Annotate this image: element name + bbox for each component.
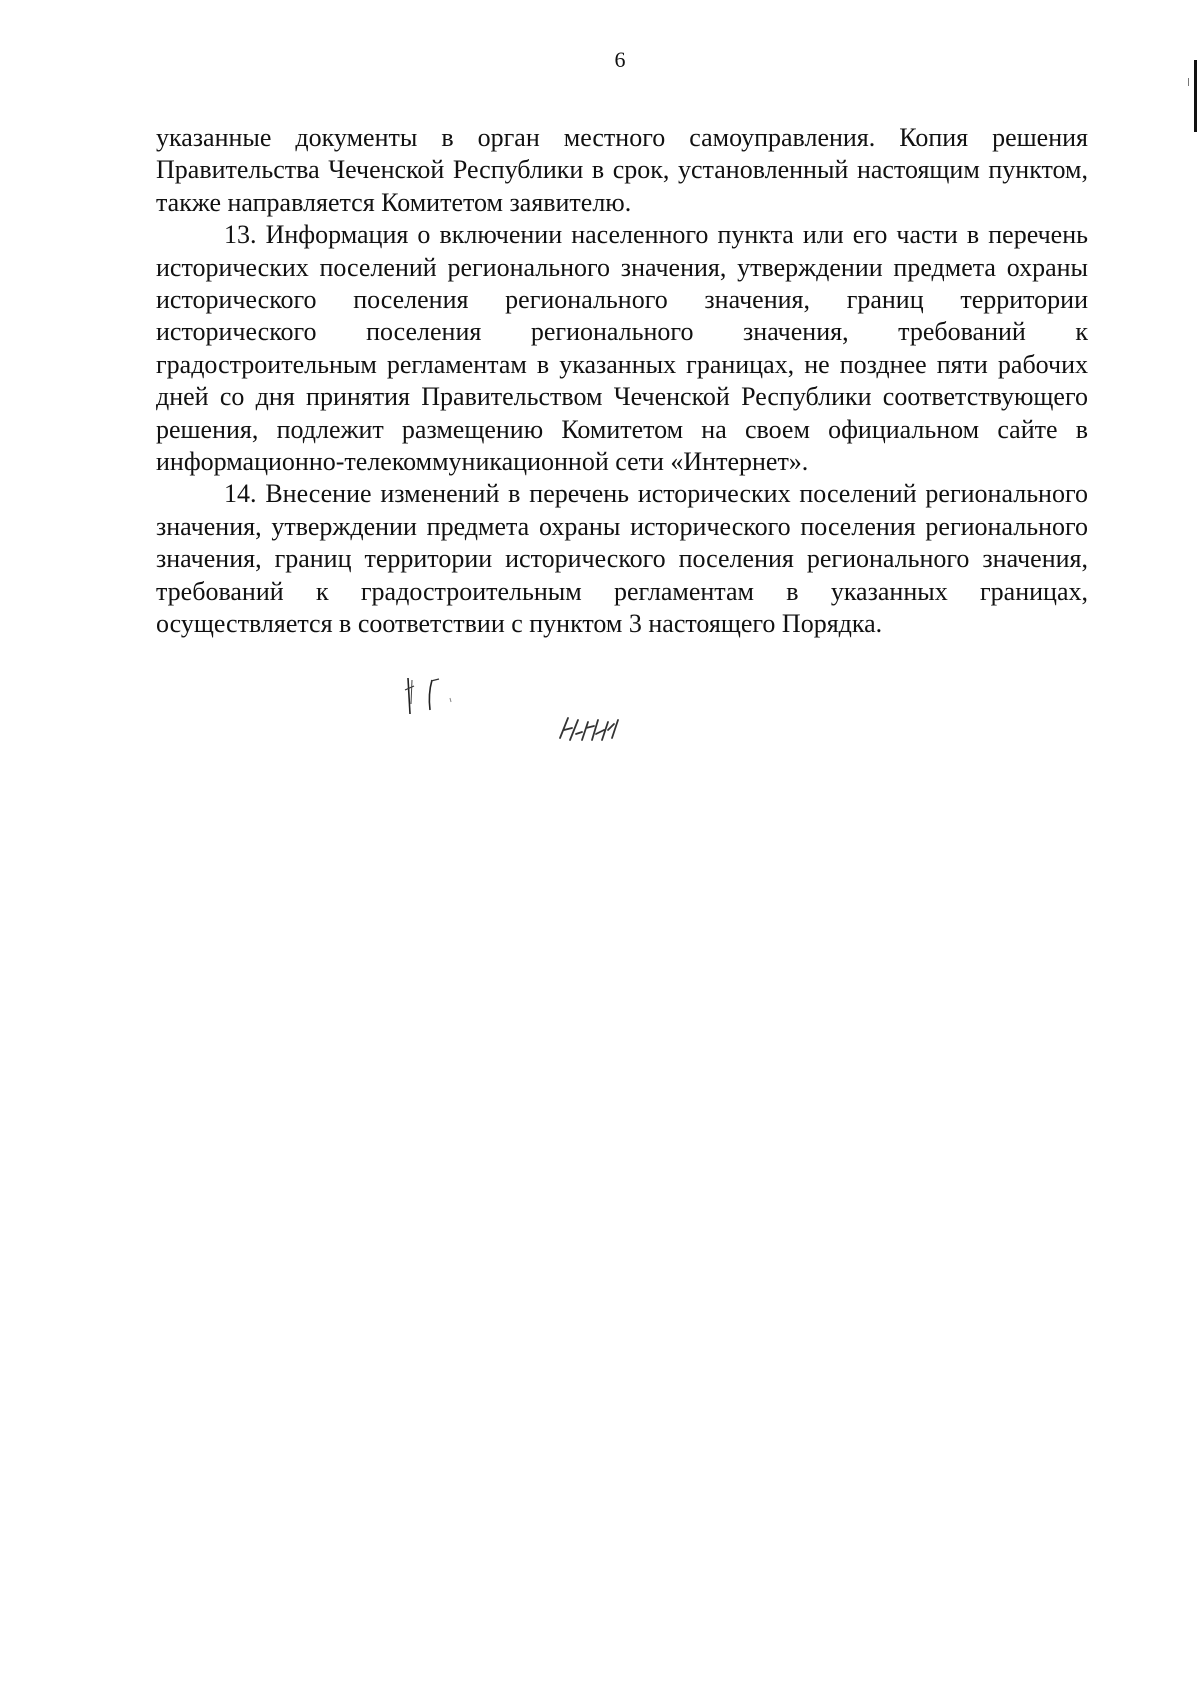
paragraph-continuation: указанные документы в орган местного самоуправления. Копия решения Правительства Чеченской Республики в срок, установленный настоящим пунктом, также направляется Комитетом заявителю. bbox=[156, 123, 1088, 217]
scan-tick-mark bbox=[1188, 78, 1189, 86]
paragraph-item-14: 14. Внесение изменений в перечень исторических поселений регионального значения, утверждении предмета охраны исторического поселения регионального значения, границ территории исторического поселения регионального значения, требований к градостроительным регламентам в указанных границах, осуществляется в соответствии с пунктом 3 настоящего Порядка. bbox=[156, 479, 1088, 639]
paragraph-item-13: 13. Информация о включении населенного пункта или его части в перечень исторических поселений регионального значения, утверждении предмета охраны исторического поселения регионального значения, границ территории исторического поселения регионального значения, требований к градостроительным регламентам в указанных границах, не позднее пяти рабочих дней со дня принятия Правительством Чеченской Республики соответствующего решения, подлежит размещению Комитетом на своем официальном сайте в информационно-телекоммуникационной сети «Интернет». bbox=[156, 220, 1088, 477]
document-body bbox=[156, 122, 1088, 641]
handwritten-mark bbox=[558, 712, 638, 746]
scan-edge-mark bbox=[1194, 60, 1197, 132]
page-number: 6 bbox=[614, 47, 626, 72]
